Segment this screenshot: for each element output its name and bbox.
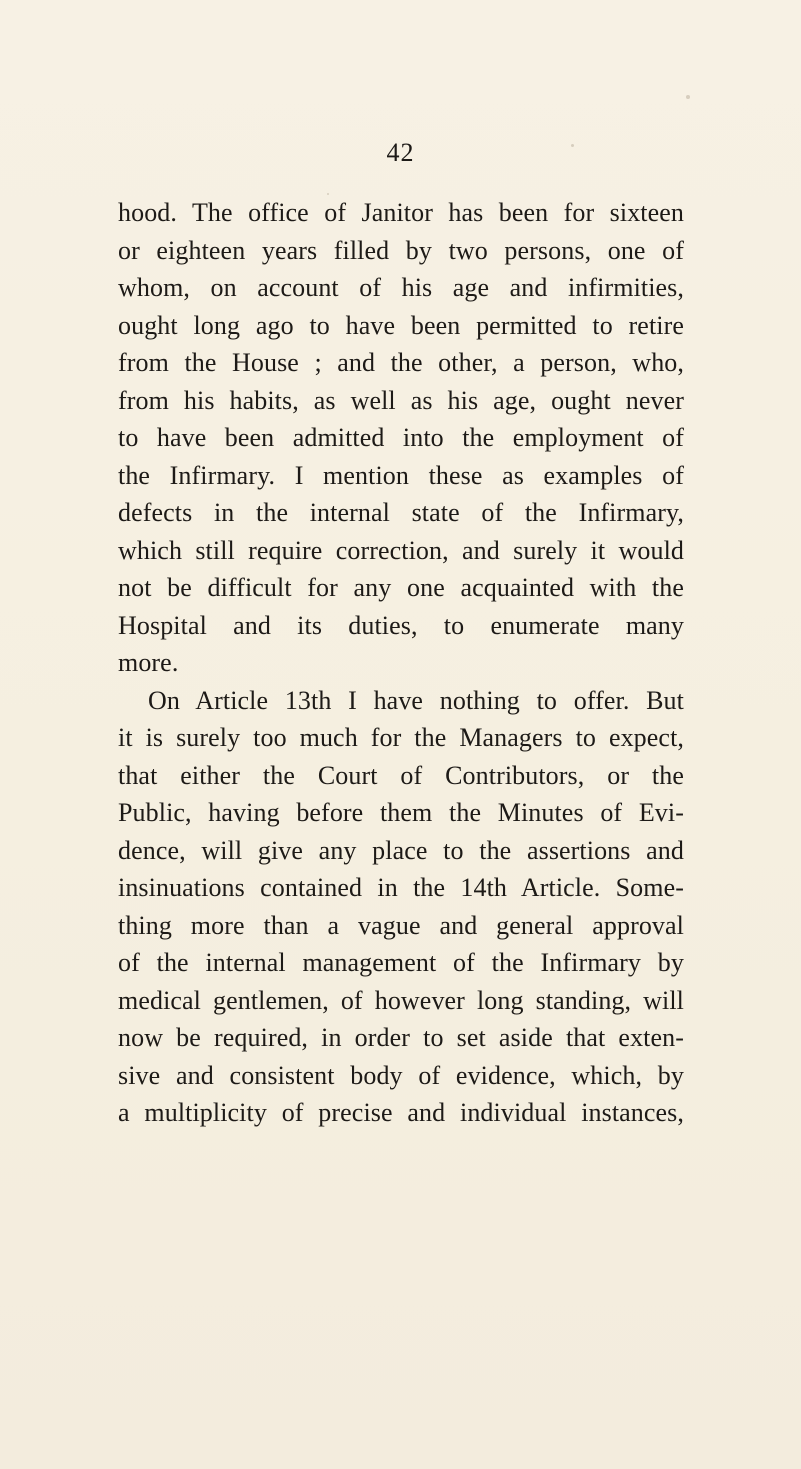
text-line: not be difficult for any one acquainted with the bbox=[118, 573, 684, 602]
text-line: Hospital and its duties, to enumerate many bbox=[118, 610, 684, 640]
paragraph-start-line: On Article 13th I have nothing to offer. But bbox=[148, 685, 684, 715]
text-line: from the House ; and the other, a person, who, bbox=[118, 348, 684, 377]
text-line: that either the Court of Contributors, or the bbox=[118, 760, 684, 790]
text-line: of the internal management of the Infirmary by bbox=[118, 948, 684, 977]
text-line: medical gentlemen, of however long standing, will bbox=[118, 985, 684, 1015]
paragraph-end-line: more. bbox=[118, 648, 179, 677]
text-line: dence, will give any place to the assertions and bbox=[118, 835, 684, 865]
text-line: thing more than a vague and general approval bbox=[118, 910, 684, 940]
text-line: sive and consistent body of evidence, which, by bbox=[118, 1060, 684, 1090]
text-line: it is surely too much for the Managers to expect, bbox=[118, 723, 684, 752]
body-text bbox=[118, 194, 684, 1132]
text-line: Public, having before them the Minutes of Evi- bbox=[118, 798, 684, 827]
text-line: which still require correction, and surely it would bbox=[118, 535, 684, 565]
text-line: a multiplicity of precise and individual instances, bbox=[118, 1098, 684, 1127]
text-line: to have been admitted into the employment of bbox=[118, 423, 684, 452]
text-line: now be required, in order to set aside that exten- bbox=[118, 1023, 684, 1052]
paper-speck bbox=[686, 95, 690, 99]
text-line: hood. The office of Janitor has been for sixteen bbox=[118, 198, 684, 227]
text-line: whom, on account of his age and infirmities, bbox=[118, 273, 684, 302]
text-line: insinuations contained in the 14th Article. Some- bbox=[118, 873, 684, 902]
text-line: from his habits, as well as his age, ought never bbox=[118, 385, 684, 415]
text-line: or eighteen years filled by two persons, one of bbox=[118, 235, 684, 265]
page-number: 42 bbox=[386, 138, 415, 167]
text-line: the Infirmary. I mention these as examples of bbox=[118, 460, 684, 490]
text-line: ought long ago to have been permitted to retire bbox=[118, 310, 684, 340]
text-line: defects in the internal state of the Infirmary, bbox=[118, 498, 684, 527]
